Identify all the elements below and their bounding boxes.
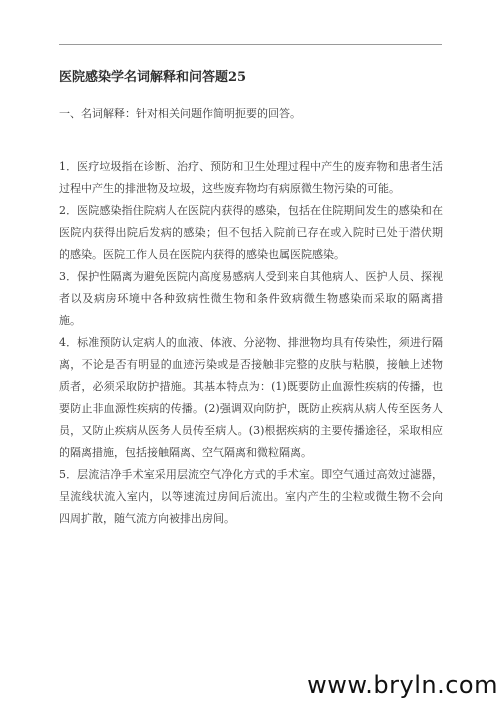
site-watermark: www.bryln.com [307,671,498,699]
definition-paragraph-3: 3．保护性隔离为避免医院内高度易感病人受到来自其他病人、医护人员、探视者以及病房环境中各种致病性微生物和条件致病微生物感染而采取的隔离措施。 [59,270,443,327]
section-heading: 一、名词解释：针对相关问题作简明扼要的回答。 [59,107,301,120]
document-body [59,156,443,530]
definition-paragraph-2: 2．医院感染指住院病人在医院内获得的感染，包括在住院期间发生的感染和在医院内获得出院后发病的感染；但不包括入院前已存在或入院时已处于潜伏期的感染。医院工作人员在医院内获得的感染也属医院感染。 [59,204,443,261]
definition-paragraph-5: 5．层流洁净手术室采用层流空气净化方式的手术室。即空气通过高效过滤器，呈流线状流入室内，以等速流过房间后流出。室内产生的尘粒或微生物不会向四周扩散，随气流方向被排出房间。 [59,468,443,525]
document-title: 医院感染学名词解释和问答题25 [59,70,247,85]
header-rule [59,44,442,45]
definition-paragraph-1: 1．医疗垃圾指在诊断、治疗、预防和卫生处理过程中产生的废弃物和患者生活过程中产生的排泄物及垃圾，这些废弃物均有病原微生物污染的可能。 [59,160,443,195]
definition-paragraph-4: 4．标准预防认定病人的血液、体液、分泌物、排泄物均具有传染性，须进行隔离，不论是否有明显的血迹污染或是否接触非完整的皮肤与粘膜，接触上述物质者，必须采取防护措施。其基本特点为：(1)既要防止血源性疾病的传播，也要防止非血源性疾病的传播。(2)强调双向防护，既防止疾病从病人传至医务人员，又防止疾病从医务人员传至病人。(3)根据疾病的主要传播途径，采取相应的隔离措施，包括接触隔离、空气隔离和微粒隔离。 [59,336,443,459]
